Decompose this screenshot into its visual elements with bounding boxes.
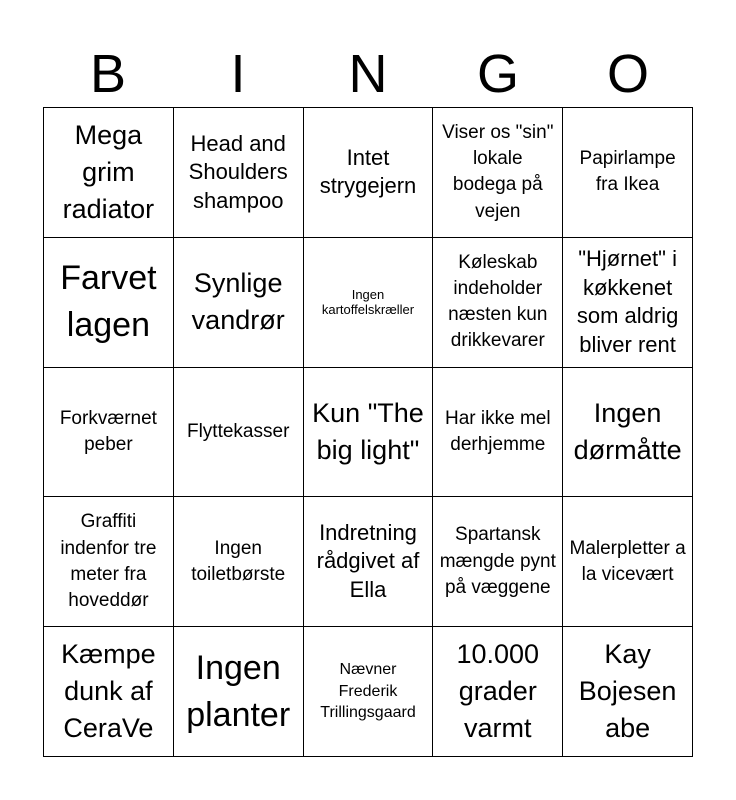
bingo-cell-r1c1[interactable]: Mega grim radiator (44, 108, 174, 238)
bingo-cell-r1c3[interactable]: Intet strygejern (304, 108, 434, 238)
bingo-cell-r4c3[interactable]: Indretning rådgivet af Ella (304, 497, 434, 627)
bingo-cell-r1c5[interactable]: Papirlampe fra Ikea (563, 108, 693, 238)
bingo-cell-r5c5[interactable]: Kay Bojesen abe (563, 627, 693, 757)
bingo-cell-r2c3[interactable]: Ingen kartoffelskræller (304, 238, 434, 368)
bingo-cell-r5c4[interactable]: 10.000 grader varmt (433, 627, 563, 757)
bingo-header (43, 40, 693, 108)
bingo-cell-r3c5[interactable]: Ingen dørmåtte (563, 368, 693, 498)
header-letter-o: O (606, 44, 649, 104)
header-letter-i: I (230, 44, 246, 104)
bingo-cell-r3c1[interactable]: Forkværnet peber (44, 368, 174, 498)
bingo-cell-r1c4[interactable]: Viser os "sin" lokale bodega på vejen (433, 108, 563, 238)
bingo-cell-r4c2[interactable]: Ingen toiletbørste (174, 497, 304, 627)
bingo-cell-r4c5[interactable]: Malerpletter a la vicevært (563, 497, 693, 627)
bingo-grid (43, 107, 693, 757)
bingo-cell-r2c5[interactable]: "Hjørnet" i køkkenet som aldrig bliver rent (563, 238, 693, 368)
bingo-cell-r5c2[interactable]: Ingen planter (174, 627, 304, 757)
header-letter-b: B (89, 44, 127, 104)
bingo-cell-r3c3[interactable]: Kun "The big light" (304, 368, 434, 498)
bingo-cell-r4c4[interactable]: Spartansk mængde pynt på væggene (433, 497, 563, 627)
bingo-cell-r5c3[interactable]: Nævner Frederik Trillingsgaard (304, 627, 434, 757)
bingo-cell-r3c4[interactable]: Har ikke mel derhjemme (433, 368, 563, 498)
bingo-cell-r5c1[interactable]: Kæmpe dunk af CeraVe (44, 627, 174, 757)
bingo-cell-r3c2[interactable]: Flyttekasser (174, 368, 304, 498)
bingo-cell-r2c1[interactable]: Farvet lagen (44, 238, 174, 368)
bingo-cell-r2c4[interactable]: Køleskab indeholder næsten kun drikkevarer (433, 238, 563, 368)
bingo-cell-r4c1[interactable]: Graffiti indenfor tre meter fra hoveddør (44, 497, 174, 627)
header-letter-g: G (476, 44, 519, 104)
bingo-cell-r2c2[interactable]: Synlige vandrør (174, 238, 304, 368)
header-letter-n: N (348, 44, 388, 104)
bingo-cell-r1c2[interactable]: Head and Shoulders shampoo (174, 108, 304, 238)
